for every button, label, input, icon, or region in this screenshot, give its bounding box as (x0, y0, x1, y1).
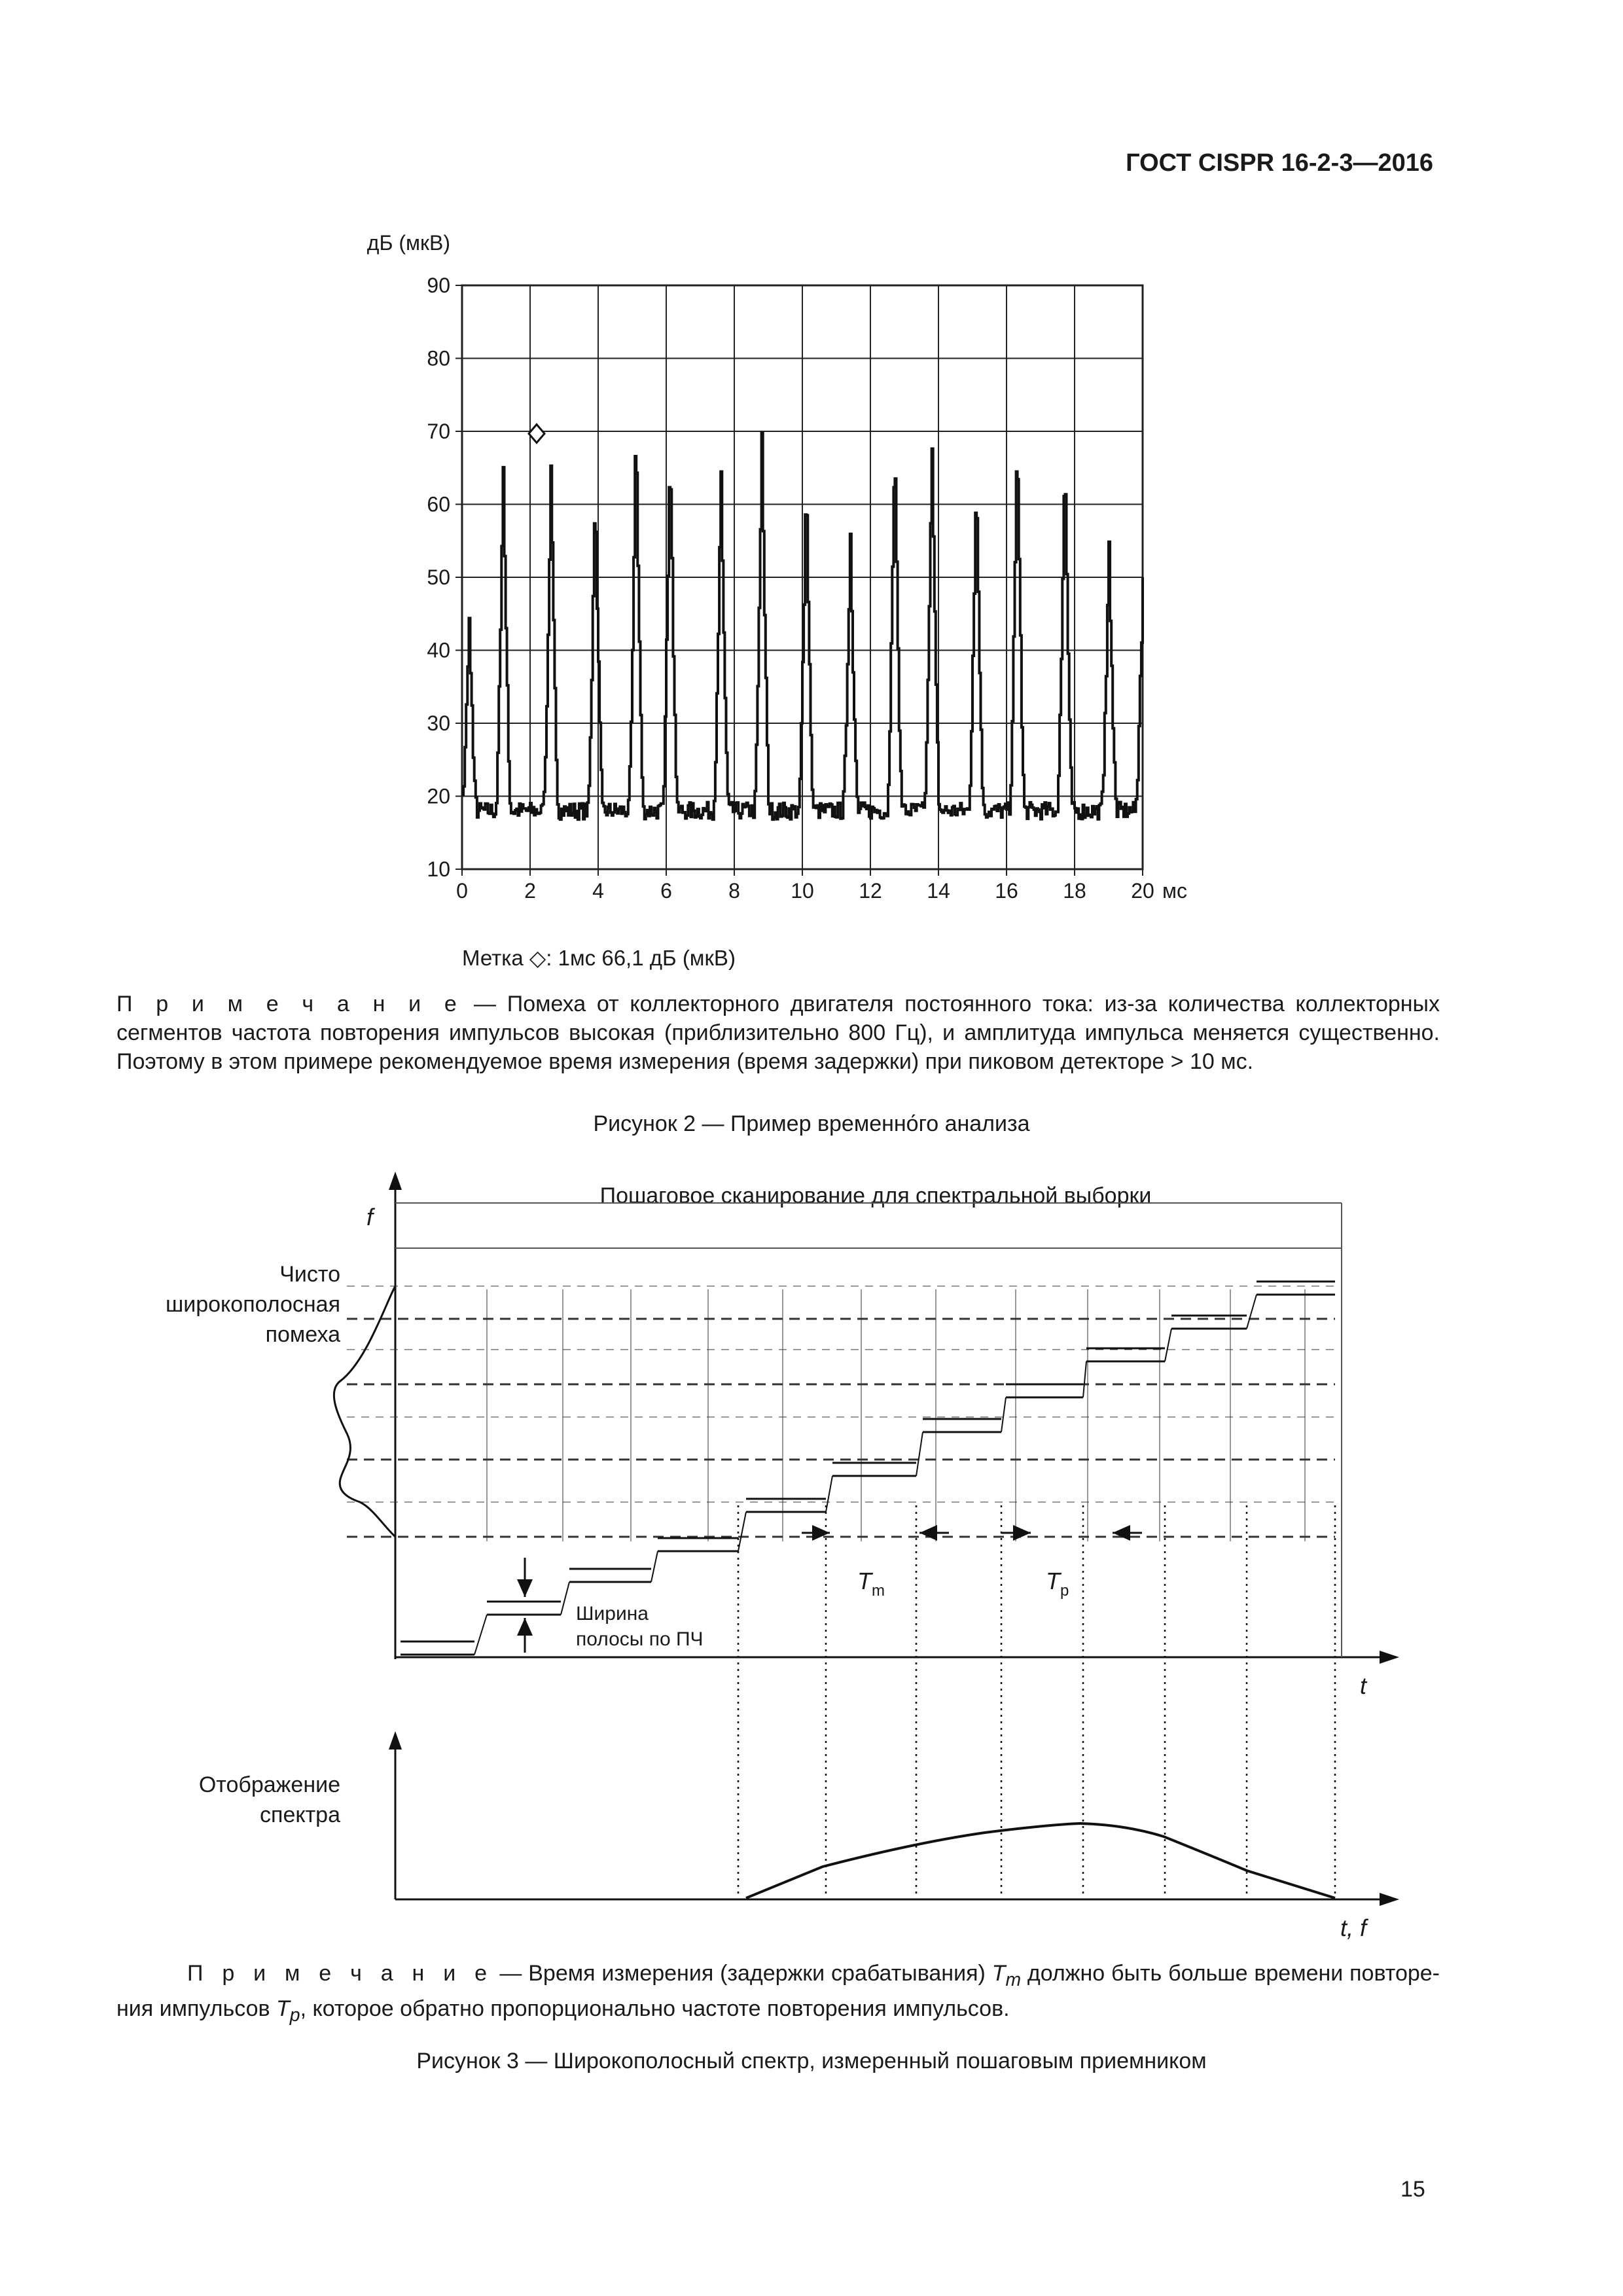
tp-label: $T_p$ (1046, 1568, 1069, 1600)
spectrum-tf-label: t, f (1340, 1914, 1367, 1941)
y-tick-label: 10 (427, 857, 450, 881)
x-tick-label: 14 (927, 879, 950, 903)
step-transition (474, 1615, 487, 1655)
note-tp: T (276, 1996, 290, 2021)
step-transition (1001, 1397, 1006, 1432)
step-transition (651, 1551, 658, 1582)
x-tick-label: 12 (859, 879, 882, 903)
note-text: — Помеха от коллекторного двигателя постоянного тока: из-за количества коллекторных сегментов частота повторения импульсов высокая (приблизительно 800 Гц), и амплитуда импульса меняется существенно. Поэтому в этом примере рекомендуемое время измерения (время задержки) при пиковом детекторе > 10 мс. (116, 992, 1440, 1074)
y-tick-label: 60 (427, 492, 450, 516)
chart-ylabel: дБ (мкВ) (366, 231, 450, 255)
x-tick-label: 18 (1063, 879, 1086, 903)
x-tick-label: 6 (660, 879, 672, 903)
step-blocks (401, 1282, 1335, 1655)
t-axis-label: t (1360, 1672, 1367, 1699)
tm-label: $T_m$ (857, 1568, 885, 1600)
step-transition (1247, 1295, 1257, 1329)
note-tm: T (991, 1961, 1006, 1986)
y-tick-label: 40 (427, 638, 450, 662)
spectrum-axis-arrow-right (1380, 1893, 1399, 1906)
step-transition (916, 1432, 923, 1476)
spectrum-axis-arrow-up (389, 1731, 402, 1749)
figure2-note (116, 990, 1440, 1076)
figure2-caption: Рисунок 2 — Пример временно́го анализа (593, 1111, 1030, 1136)
page-number: 15 (1400, 2177, 1425, 2202)
note-label: П р и м е ч а н и е (187, 1961, 493, 1986)
spectrum-label-1: Отображение (198, 1772, 340, 1797)
f-axis-arrow (389, 1172, 402, 1190)
sample-drop-lines (738, 1505, 1335, 1898)
diagram-title: Пошаговое сканирование для спектральной выборки (599, 1183, 1152, 1208)
marker-readout: Метка ◇: 1мс 66,1 дБ (мкВ) (462, 946, 736, 970)
y-tick-label: 80 (427, 346, 450, 370)
figure3-caption: Рисунок 3 — Широкополосный спектр, измеренный пошаговым приемником (416, 2049, 1207, 2073)
step-transition (1165, 1329, 1171, 1361)
y-tick-label: 30 (427, 711, 450, 735)
chart-xunit: мс (1162, 879, 1187, 903)
f-axis-label: f (366, 1204, 374, 1230)
note-text: — Время измерения (задержки срабатывания) (493, 1961, 992, 1986)
figure3-note-line2 (116, 1994, 1440, 2030)
step-transition (561, 1582, 569, 1615)
broadband-label-3: помеха (265, 1322, 340, 1347)
y-tick-label: 20 (427, 784, 450, 808)
step-transition (1083, 1361, 1086, 1397)
chart-marker-diamond (529, 424, 544, 442)
y-tick-label: 50 (427, 565, 450, 589)
x-tick-label: 0 (456, 879, 468, 903)
step-scan-diagram (0, 1152, 1623, 1941)
broadband-label-2: широкополосная (165, 1292, 340, 1317)
note-text-3: ния импульсов (116, 1996, 277, 2021)
note-label: П р и м е ч а н и е (116, 992, 463, 1016)
broadband-profile-curve (334, 1286, 395, 1537)
ifbw-label-1: Ширина (576, 1603, 649, 1624)
note-text-2: должно быть больше времени повторе- (1021, 1961, 1440, 1986)
step-transition (738, 1512, 746, 1551)
t-axis-arrow (1380, 1651, 1399, 1664)
broadband-label-1: Чисто (279, 1262, 340, 1287)
frequency-reference-lines (347, 1286, 1335, 1537)
figure3-note-line1 (116, 1959, 1440, 1994)
x-tick-label: 20 (1131, 879, 1154, 903)
step-transition (826, 1476, 832, 1512)
ifbw-label-2: полосы по ПЧ (576, 1628, 704, 1650)
x-tick-label: 10 (791, 879, 814, 903)
y-tick-label: 90 (427, 274, 450, 297)
y-tick-label: 70 (427, 420, 450, 443)
x-tick-label: 2 (524, 879, 536, 903)
time-gridlines (487, 1289, 1305, 1541)
note-tm-sub: m (1005, 1969, 1022, 1990)
x-tick-label: 8 (728, 879, 740, 903)
document-header: ГОСТ CISPR 16-2-3—2016 (1126, 149, 1433, 177)
spectrum-label-2: спектра (260, 1803, 340, 1827)
note-text-4: , которое обратно пропорционально частоте повторения импульсов. (300, 1996, 1010, 2021)
note-tp-sub: p (289, 2004, 300, 2026)
x-tick-label: 4 (592, 879, 604, 903)
time-analysis-chart (353, 223, 1257, 982)
figure3-note (116, 1959, 1440, 2030)
x-tick-label: 16 (995, 879, 1018, 903)
